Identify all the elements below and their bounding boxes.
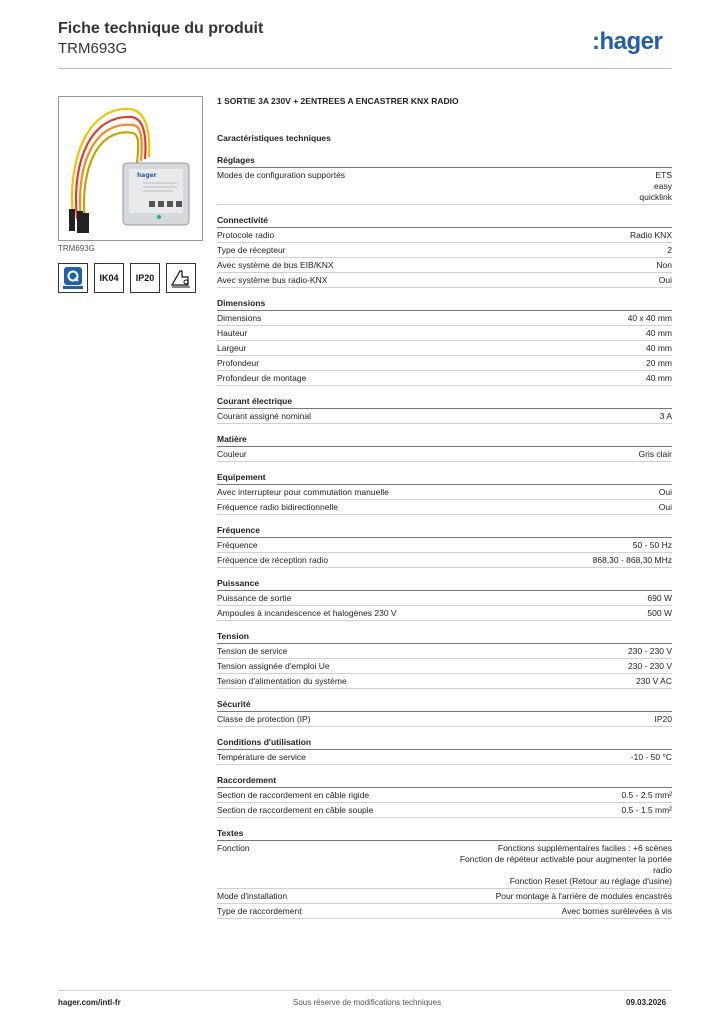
section-title: Sécurité	[217, 699, 672, 712]
spec-value-line: 3 A	[659, 411, 672, 421]
spec-label: Couleur	[217, 449, 247, 459]
spec-value-line: 230 - 230 V	[628, 661, 672, 671]
spec-label: Hauteur	[217, 328, 248, 338]
spec-value-line: ETS	[655, 170, 672, 180]
spec-label: Fréquence	[217, 540, 258, 550]
spec-value	[562, 906, 672, 917]
spec-label: Dimensions	[217, 313, 262, 323]
spec-value-line: Oui	[658, 502, 672, 512]
spec-row	[217, 889, 672, 904]
spec-row	[217, 311, 672, 326]
spec-row	[217, 788, 672, 803]
spec-value	[630, 230, 672, 241]
spec-section	[217, 737, 672, 765]
spec-label: Type de récepteur	[217, 245, 286, 255]
spec-value	[659, 502, 672, 513]
footer-website[interactable]: hager.com/intl-fr	[58, 998, 121, 1007]
spec-value	[646, 343, 672, 354]
spec-row	[217, 273, 672, 288]
spec-value-line: Fonction de répéteur activable pour augmenter la portée	[459, 854, 672, 864]
spec-value-line: Radio KNX	[629, 230, 672, 240]
spec-value-line: 40 x 40 mm	[627, 313, 672, 323]
spec-value	[655, 714, 673, 725]
spec-value-line: 0.5 - 1.5 mm²	[621, 805, 672, 815]
footer-divider	[58, 990, 672, 991]
spec-value-line: Gris clair	[638, 449, 672, 459]
spec-section	[217, 525, 672, 568]
spec-row	[217, 712, 672, 727]
spec-value-line: 40 mm	[646, 373, 672, 383]
product-photo	[58, 96, 203, 241]
spec-value	[647, 593, 672, 604]
section-title: Conditions d'utilisation	[217, 737, 672, 750]
spec-value-line: IP20	[654, 714, 672, 724]
spec-row	[217, 228, 672, 243]
spec-value-line: 20 mm	[646, 358, 672, 368]
spec-value	[628, 313, 672, 324]
spec-label: Mode d'installation	[217, 891, 288, 901]
spec-row	[217, 591, 672, 606]
spec-label: Avec système de bus EIB/KNX	[217, 260, 334, 270]
spec-value	[636, 676, 672, 687]
spec-label: Avec système bus radio-KNX	[217, 275, 328, 285]
spec-label: Fréquence radio bidirectionnelle	[217, 502, 338, 512]
section-title: Dimensions	[217, 298, 672, 311]
footer-date: 09.03.2026	[626, 998, 667, 1007]
spec-row	[217, 538, 672, 553]
spec-label: Protocole radio	[217, 230, 275, 240]
spec-row	[217, 243, 672, 258]
ip20-badge: IP20	[130, 263, 160, 293]
spec-row	[217, 904, 672, 919]
spec-label: Température de service	[217, 752, 306, 762]
spec-label: Largeur	[217, 343, 247, 353]
spec-value-line: 868,30 - 868,30 MHz	[592, 555, 672, 565]
spec-row	[217, 553, 672, 568]
spec-value	[646, 358, 672, 369]
spec-section	[217, 215, 672, 288]
spec-value-line: Pour montage à l'arrière de modules encastrés	[495, 891, 672, 901]
ik04-badge: IK04	[94, 263, 124, 293]
spec-value	[631, 752, 672, 763]
spec-label: Profondeur	[217, 358, 260, 368]
spec-label: Ampoules à incandescence et halogènes 230 V	[217, 608, 397, 618]
spec-value-line: 40 mm	[646, 343, 672, 353]
spec-section	[217, 828, 672, 919]
spec-row	[217, 750, 672, 765]
spec-label: Section de raccordement en câble souple	[217, 805, 374, 815]
section-title: Equipement	[217, 472, 672, 485]
spec-row	[217, 500, 672, 515]
section-title: Tension	[217, 631, 672, 644]
spec-section	[217, 155, 672, 205]
spec-row	[217, 371, 672, 386]
spec-value	[638, 449, 672, 460]
spec-section	[217, 631, 672, 689]
spec-row	[217, 841, 672, 889]
spec-value	[633, 540, 672, 551]
spec-row	[217, 341, 672, 356]
tech-heading: Caractéristiques techniques	[217, 133, 331, 143]
spec-label: Puissance de sortie	[217, 593, 292, 603]
spec-row	[217, 356, 672, 371]
hager-logo: :hager	[592, 28, 663, 55]
spec-label: Avec interrupteur pour commutation manuelle	[217, 487, 389, 497]
spec-value	[659, 275, 672, 286]
spec-value	[496, 891, 672, 902]
product-reference: TRM693G	[58, 40, 128, 57]
spec-value-line: 40 mm	[646, 328, 672, 338]
spec-row	[217, 659, 672, 674]
spec-label: Modes de configuration supportés	[217, 170, 346, 180]
tech-specs	[217, 96, 672, 919]
spec-label: Fréquence de réception radio	[217, 555, 329, 565]
spec-value	[647, 608, 672, 619]
spec-value-line: Non	[656, 260, 672, 270]
spec-row	[217, 258, 672, 273]
spec-row	[217, 803, 672, 818]
photo-caption: TRM693G	[58, 244, 95, 253]
spec-label: Fonction	[217, 843, 250, 853]
footer-notice: Sous réserve de modifications techniques	[293, 998, 442, 1007]
spec-value-line: quicklink	[639, 192, 672, 202]
spec-label: Tension de service	[217, 646, 288, 656]
spec-value	[593, 555, 672, 566]
spec-value	[660, 411, 672, 422]
spec-row	[217, 674, 672, 689]
section-title: Raccordement	[217, 775, 672, 788]
spec-value-line: 50 - 50 Hz	[632, 540, 672, 550]
spec-value-line: 230 V AC	[636, 676, 672, 686]
spec-section	[217, 472, 672, 515]
spec-value	[621, 790, 672, 801]
spec-label: Classe de protection (IP)	[217, 714, 311, 724]
document-title: Fiche technique du produit	[58, 20, 264, 37]
spec-row	[217, 606, 672, 621]
spec-value-line: 2	[667, 245, 672, 255]
spec-value	[656, 260, 672, 271]
spec-value-line: Fonction Reset (Retour au réglage d'usine)	[509, 876, 672, 886]
spec-value	[667, 245, 672, 256]
spec-value-line: 0.5 - 2.5 mm²	[621, 790, 672, 800]
section-title: Réglages	[217, 155, 672, 168]
spec-section	[217, 434, 672, 462]
spec-value-line: radio	[653, 865, 672, 875]
section-title: Courant électrique	[217, 396, 672, 409]
section-title: Fréquence	[217, 525, 672, 538]
spec-label: Type de raccordement	[217, 906, 302, 916]
spec-value	[646, 328, 672, 339]
spec-value-line: 230 - 230 V	[628, 646, 672, 656]
spec-section	[217, 699, 672, 727]
spec-value-line: 690 W	[647, 593, 672, 603]
installation-mode-icon	[166, 263, 196, 293]
spec-label: Courant assigné nominal	[217, 411, 312, 421]
spec-value-line: Oui	[658, 275, 672, 285]
spec-value	[646, 373, 672, 384]
spec-row	[217, 326, 672, 341]
section-title: Matière	[217, 434, 672, 447]
spec-row	[217, 485, 672, 500]
spec-value	[639, 170, 672, 203]
spec-label: Tension d'alimentation du système	[217, 676, 347, 686]
product-badges	[58, 263, 196, 293]
spec-value-line: Avec bornes surélevées à vis	[561, 906, 672, 916]
product-image-icon	[59, 97, 202, 240]
quadra-badge-icon	[58, 263, 88, 293]
spec-value	[460, 843, 672, 887]
spec-row	[217, 447, 672, 462]
spec-label: Profondeur de montage	[217, 373, 307, 383]
header-divider	[58, 68, 672, 69]
section-title: Connectivité	[217, 215, 672, 228]
spec-value-line: easy	[654, 181, 672, 191]
spec-row	[217, 168, 672, 205]
section-title: Puissance	[217, 578, 672, 591]
spec-section	[217, 578, 672, 621]
svg-text:hager: hager	[137, 172, 157, 179]
product-subtitle: 1 SORTIE 3A 230V + 2ENTREES A ENCASTRER KNX RADIO	[217, 96, 459, 106]
spec-row	[217, 644, 672, 659]
spec-value-line: Oui	[658, 487, 672, 497]
spec-value	[621, 805, 672, 816]
spec-label: Section de raccordement en câble rigide	[217, 790, 370, 800]
spec-value-line: 500 W	[647, 608, 672, 618]
spec-value-line: Fonctions supplémentaires faciles : +6 scènes	[497, 843, 672, 853]
spec-value-line: -10 - 50 °C	[630, 752, 672, 762]
spec-section	[217, 298, 672, 386]
spec-section	[217, 775, 672, 818]
spec-value	[628, 661, 672, 672]
spec-row	[217, 409, 672, 424]
section-title: Textes	[217, 828, 672, 841]
spec-label: Tension assignée d'emploi Ue	[217, 661, 330, 671]
spec-value	[659, 487, 672, 498]
spec-value	[628, 646, 672, 657]
spec-section	[217, 396, 672, 424]
spec-sections	[217, 155, 672, 919]
